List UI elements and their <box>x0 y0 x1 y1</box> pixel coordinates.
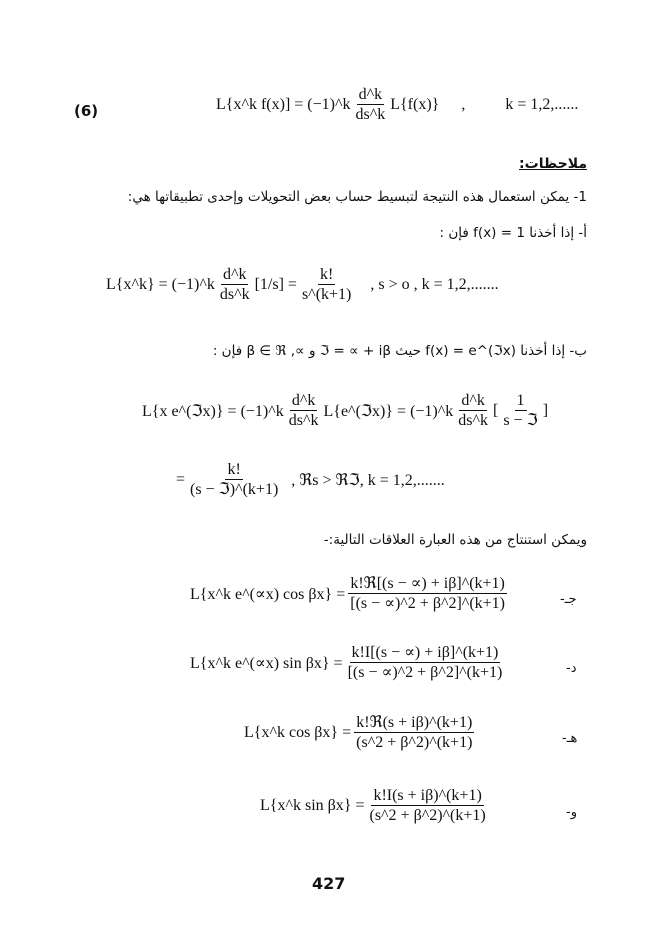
f-num: k!I(s + iβ)^(k+1) <box>373 787 482 804</box>
b-eq2-lhs: = <box>176 470 186 488</box>
eq6-cond: k = 1,2,...... <box>505 95 579 113</box>
b-cond: , ℜs > ℜℑ, k = 1,2,....... <box>291 471 445 489</box>
formula-e <box>244 714 477 751</box>
formula-f <box>260 787 491 824</box>
b-frac-2 <box>456 392 490 429</box>
item-b-equation-2 <box>176 461 445 498</box>
eq6-num: d^k <box>358 86 383 103</box>
a-num2: k! <box>320 266 334 283</box>
item-a-equation <box>106 266 499 303</box>
b-num2: d^k <box>461 392 485 409</box>
a-num1: d^k <box>222 266 247 283</box>
e-frac <box>354 714 474 751</box>
page-number: 427 <box>312 874 346 893</box>
eq6-derivative <box>353 86 387 123</box>
a-den2: s^(k+1) <box>301 286 352 303</box>
a-frac-1 <box>218 266 252 303</box>
d-num: k!I[(s − ∝) + iβ]^(k+1) <box>351 644 499 661</box>
e-lhs: L{x^k cos βx} = <box>244 723 352 741</box>
c-label: جـ- <box>560 592 577 607</box>
note-1: 1- يمكن استعمال هذه النتيجة لتبسيط حساب بعض التحويلات وإحدى تطبيقاتها هي: <box>127 189 587 205</box>
f-lhs: L{x^k sin βx} = <box>260 796 365 814</box>
c-frac <box>348 575 507 612</box>
f-frac <box>367 787 487 824</box>
c-num: k!ℜ[(s − ∝) + iβ]^(k+1) <box>350 575 505 592</box>
a-lhs: L{x^k} = (−1)^k <box>106 275 215 293</box>
b-frac-1 <box>287 392 321 429</box>
f-den: (s^2 + β^2)^(k+1) <box>369 807 486 824</box>
item-a-text: أ- إذا أخذنا f(x) = 1 فإن : <box>439 225 587 241</box>
b-num1: d^k <box>291 392 316 409</box>
a-bracket: [1/s] = <box>254 275 297 293</box>
b-mid: L{e^(ℑx)} = (−1)^k <box>323 402 454 420</box>
b-frac-3 <box>501 392 539 429</box>
b-den1: ds^k <box>288 412 319 429</box>
d-den: [(s − ∝)^2 + β^2]^(k+1) <box>347 664 503 681</box>
d-label: د- <box>566 661 577 676</box>
eq6-lhs: L{x^k f(x)] = (−1)^k <box>216 95 351 113</box>
b-den2: ds^k <box>458 412 488 429</box>
item-b-text: ب- إذا أخذنا f(x) = e^(ℑx) حيث ℑ = ∝ + iβ و ∝, β ∈ ℜ فإن : <box>212 343 587 359</box>
d-frac <box>346 644 505 681</box>
a-frac-2 <box>300 266 353 303</box>
c-den: [(s − ∝)^2 + β^2]^(k+1) <box>350 595 505 612</box>
a-cond: , s > o , k = 1,2,....... <box>370 275 499 293</box>
eq6-sep: , <box>461 95 466 113</box>
item-b-equation-1: L{x e^(ℑx)} = (−1)^k $\frac{d\^{}k}{ds\^{}k}$ L{e^(ℑx)} = (−1)^k $\frac{d\^{}k}{ds\^{}k}$ [ $\frac{1}{\text{s − ℑ}}$ ] <box>142 392 549 429</box>
formula-d <box>190 644 507 681</box>
e-label: هـ- <box>562 731 578 746</box>
eq6-den: ds^k <box>355 106 386 123</box>
eq6-rhs: L{f(x)} <box>390 95 440 113</box>
equation-6 <box>216 86 578 123</box>
b-lhs: L{x e^(ℑx)} = (−1)^k <box>142 402 284 420</box>
notes-heading: ملاحظات: <box>519 156 587 172</box>
deduce-text: ويمكن استنتاج من هذه العبارة العلاقات التالية:- <box>323 532 587 548</box>
equation-number: (6) <box>74 102 99 120</box>
d-lhs: L{x^k e^(∝x) sin βx} = <box>190 654 343 672</box>
a-den1: ds^k <box>219 286 250 303</box>
b-frac-4 <box>188 461 280 498</box>
e-num: k!ℜ(s + iβ)^(k+1) <box>356 714 473 731</box>
c-lhs: L{x^k e^(∝x) cos βx} = <box>190 585 346 603</box>
e-den: (s^2 + β^2)^(k+1) <box>356 734 473 751</box>
b-num3: 1 <box>516 392 525 409</box>
formula-c <box>190 575 510 612</box>
b-den4: (s − ℑ)^(k+1) <box>190 481 279 498</box>
f-label: و- <box>566 805 577 820</box>
b-den3: s − ℑ <box>503 412 538 429</box>
b-num4: k! <box>227 461 241 478</box>
